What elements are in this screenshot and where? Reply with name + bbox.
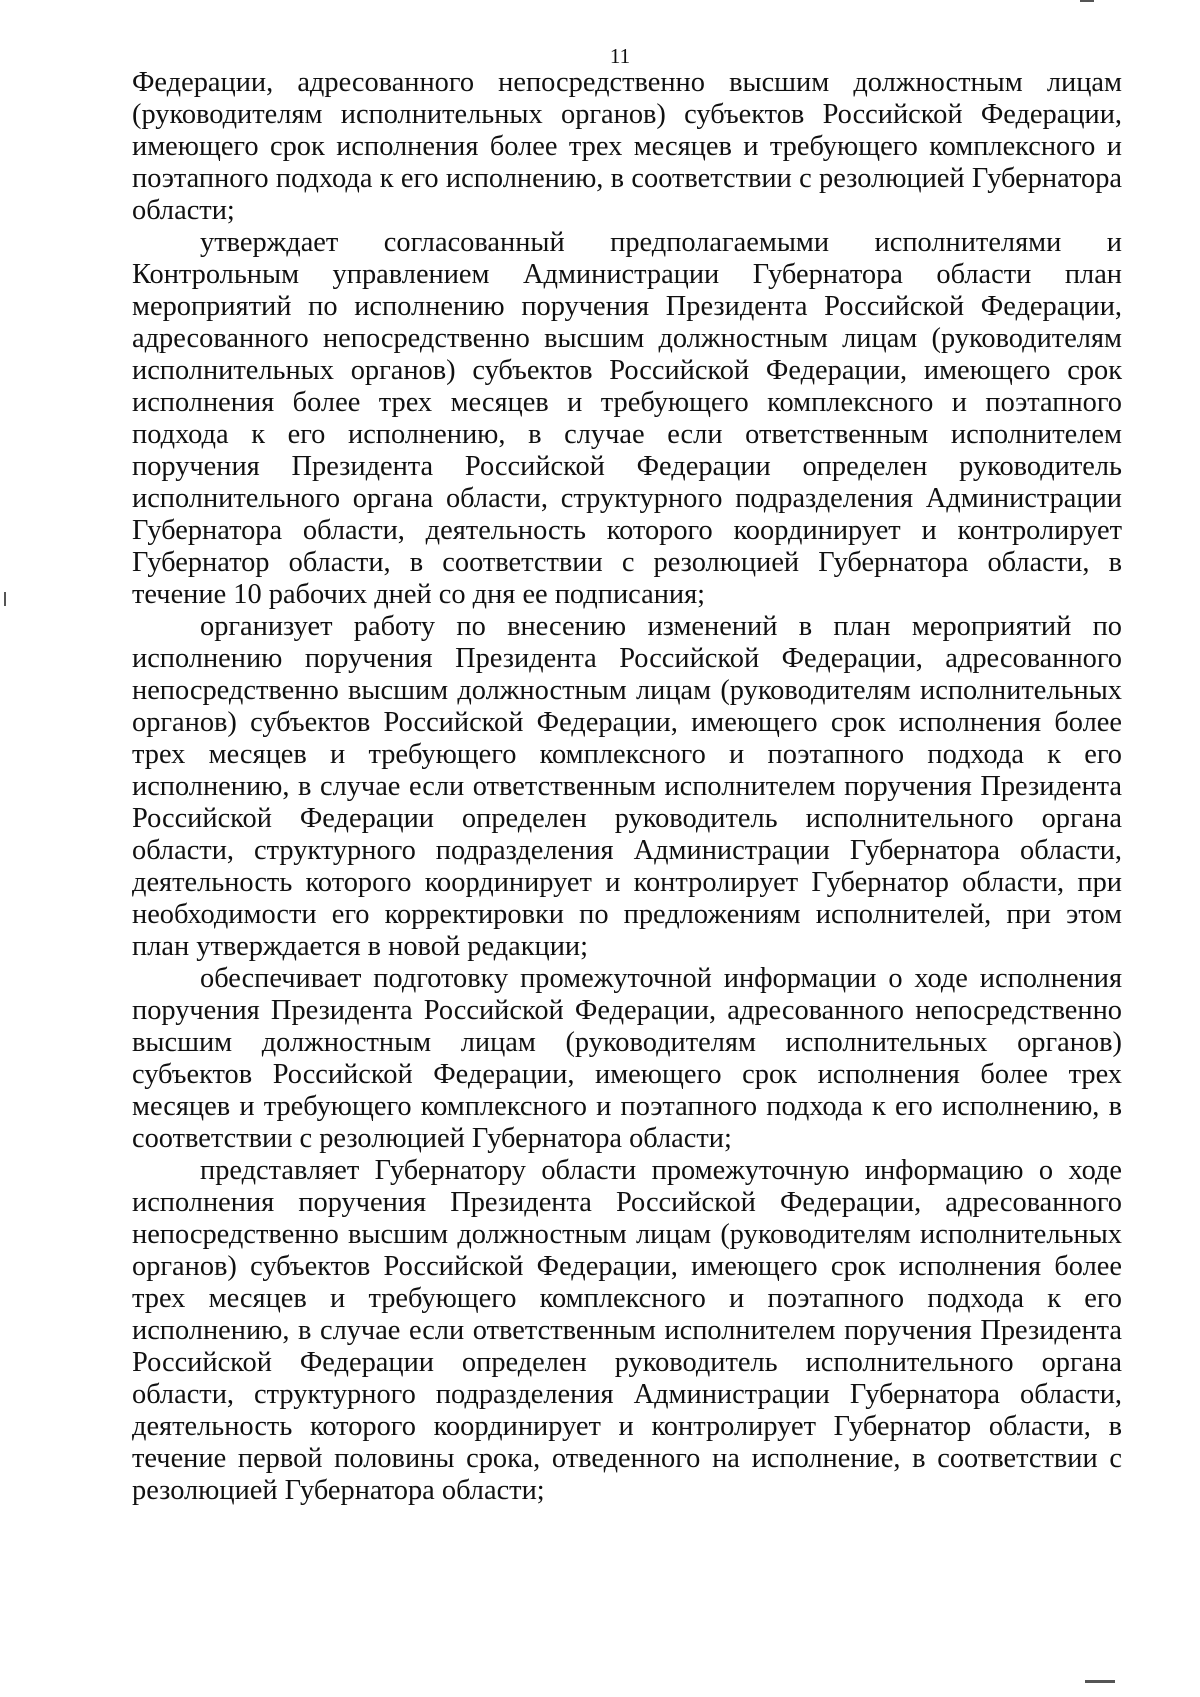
paragraph-organizes-changes: организует работу по внесению изменений в план мероприятий по исполнению поручения Президента Российской Федерации, адресованного непосредственно высшим должностным лицам (руководителям исполнительных органов) субъектов Российской Федерации, имеющего срок исполнения более трех месяцев и требующего комплексного и поэтапного подхода к его исполнению, в случае если ответственным исполнителем поручения Президента Российской Федерации определен руководитель исполнительного органа области, структурного подразделения Администрации Губернатора области, деятельность которого координирует и контролирует Губернатор области, при необходимости его корректировки по предложениям исполнителей, при этом план утверждается в новой редакции; — [132, 611, 1122, 962]
document-text — [132, 67, 1122, 1507]
scan-artifact-top — [1080, 0, 1094, 2]
paragraph-continuation: Федерации, адресованного непосредственно высшим должностным лицам (руководителям исполнительных органов) субъектов Российской Федерации, имеющего срок исполнения более трех месяцев и требующего комплексного и поэтапного подхода к его исполнению, в соответствии с резолюцией Губернатора области; — [132, 67, 1122, 226]
paragraph-submits-interim-info: представляет Губернатору области промежуточную информацию о ходе исполнения поручения Президента Российской Федерации, адресованного непосредственно высшим должностным лицам (руководителям исполнительных органов) субъектов Российской Федерации, имеющего срок исполнения более трех месяцев и требующего комплексного и поэтапного подхода к его исполнению, в случае если ответственным исполнителем поручения Президента Российской Федерации определен руководитель исполнительного органа области, структурного подразделения Администрации Губернатора области, деятельность которого координирует и контролирует Губернатор области, в течение первой половины срока, отведенного на исполнение, в соответствии с резолюцией Губернатора области; — [132, 1155, 1122, 1506]
page-number: 11 — [609, 44, 631, 68]
paragraph-approves-plan: утверждает согласованный предполагаемыми исполнителями и Контрольным управлением Администрации Губернатора области план мероприятий по исполнению поручения Президента Российской Федерации, адресованного непосредственно высшим должностным лицам (руководителям исполнительных органов) субъектов Российской Федерации, имеющего срок исполнения более трех месяцев и требующего комплексного и поэтапного подхода к его исполнению, в случае если ответственным исполнителем поручения Президента Российской Федерации определен руководитель исполнительного органа области, структурного подразделения Администрации Губернатора области, деятельность которого координирует и контролирует Губернатор области, в соответствии с резолюцией Губернатора области, в течение 10 рабочих дней со дня ее подписания; — [132, 227, 1122, 610]
scan-artifact-left — [4, 592, 6, 606]
paragraph-ensures-interim-info: обеспечивает подготовку промежуточной информации о ходе исполнения поручения Президента Российской Федерации, адресованного непосредственно высшим должностным лицам (руководителям исполнительных органов) субъектов Российской Федерации, имеющего срок исполнения более трех месяцев и требующего комплексного и поэтапного подхода к его исполнению, в соответствии с резолюцией Губернатора области; — [132, 963, 1122, 1154]
scan-artifact-bottom — [1085, 1680, 1115, 1683]
